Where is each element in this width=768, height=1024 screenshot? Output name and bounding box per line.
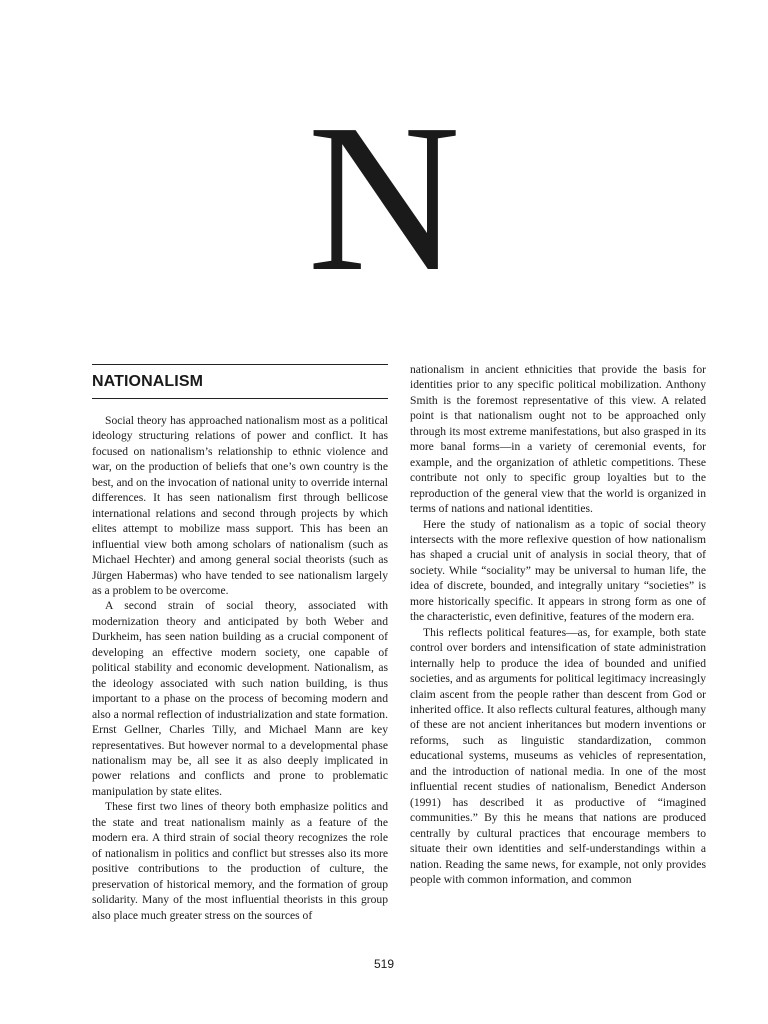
section-bottom-rule bbox=[92, 398, 388, 399]
body-paragraph: This reflects political features—as, for example, both state control over borders and intensification of state administration internally help to produce the idea of bounded and unified societies, and as arguments for political legitimacy increasingly claim ascent from the people rather than descent from God or inherited office. It also reflects cultural features, although many of these are not ancient inheritances but modern inventions or reforms, such as linguistic standardization, common educational systems, museums as vehicles of representation, and the introduction of national media. In one of the most influential recent studies of nationalism, Benedict Anderson (1991) has described it as productive of “imagined communities.” By this he means that nations are produced centrally by cultural practices that encourage members to situate their own identities and self-understandings within a nation. Reading the same news, for example, not only provides people with common information, and common bbox=[410, 625, 706, 886]
section-title: NATIONALISM bbox=[92, 373, 204, 390]
section-top-rule bbox=[92, 364, 388, 365]
left-column bbox=[92, 364, 388, 923]
body-paragraph: A second strain of social theory, associated with modernization theory and anticipated by both Weber and Durkheim, has seen nation building as a crucial component of developing an effective modern society, one capable of political stability and economic development. Nationalism, as the ideology associated with such nation building, is thus important to a phase on the process of becoming modern and also a normal reflection of industrialization and state formation. Ernst Gellner, Charles Tilly, and Michael Mann are key representatives. But however normal to a developmental phase nationalism may be, all see it as also deeply implicated in power relations and conflicts and prone to problematic manipulation by state elites. bbox=[92, 599, 388, 798]
body-paragraph-continued: nationalism in ancient ethnicities that provide the basis for identities prior to any specific political mobilization. Anthony Smith is the foremost representative of this view. A related point is that nationalism ought not to be approached only through its most extreme manifestations, but also grasped in its more banal forms—in a variety of ceremonial events, for example, and the organization of athletic competitions. These contribute not only to specific group loyalties but to the reproduction of the general view that the world is organized in terms of nations and national identities. bbox=[410, 363, 706, 516]
body-paragraph: Here the study of nationalism as a topic of social theory intersects with the more reflexive question of how nationalism has shaped a crucial unit of analysis in social theory, that of society. While “sociality” may be universal to human life, the idea of discrete, bounded, and integrally unitary “societies” is more historically specific. It appears in strong form as one of the characteristic, even definitive, features of the modern era. bbox=[410, 517, 706, 624]
body-paragraph: These first two lines of theory both emphasize politics and the state and treat nationalism mainly as a feature of the modern era. A third strain of social theory recognizes the role of nationalism in politics and conflict but stresses also its more positive contributions to the production of culture, the preservation of historical memory, and the formation of group solidarity. Many of the most influential theorists in this group also place much greater stress on the sources of bbox=[92, 800, 388, 922]
chapter-letter: N bbox=[307, 80, 461, 315]
right-column bbox=[410, 362, 706, 887]
body-paragraph: Social theory has approached nationalism most as a political ideology structuring relations of power and conflict. It has focused on nationalism’s relationship to ethnic violence and war, on the production of beliefs that one’s own country is the best, and on the invocation of national unity to override internal differences. It has seen nationalism first through bellicose international relations and second through projects by which elites attempt to mobilize mass support. This has been an influential view both among scholars of nationalism (such as Michael Hechter) and among general social theorists (such as Jürgen Habermas) who have tended to see nationalism largely as a problem to be overcome. bbox=[92, 414, 388, 597]
page-number: 519 bbox=[373, 957, 395, 971]
